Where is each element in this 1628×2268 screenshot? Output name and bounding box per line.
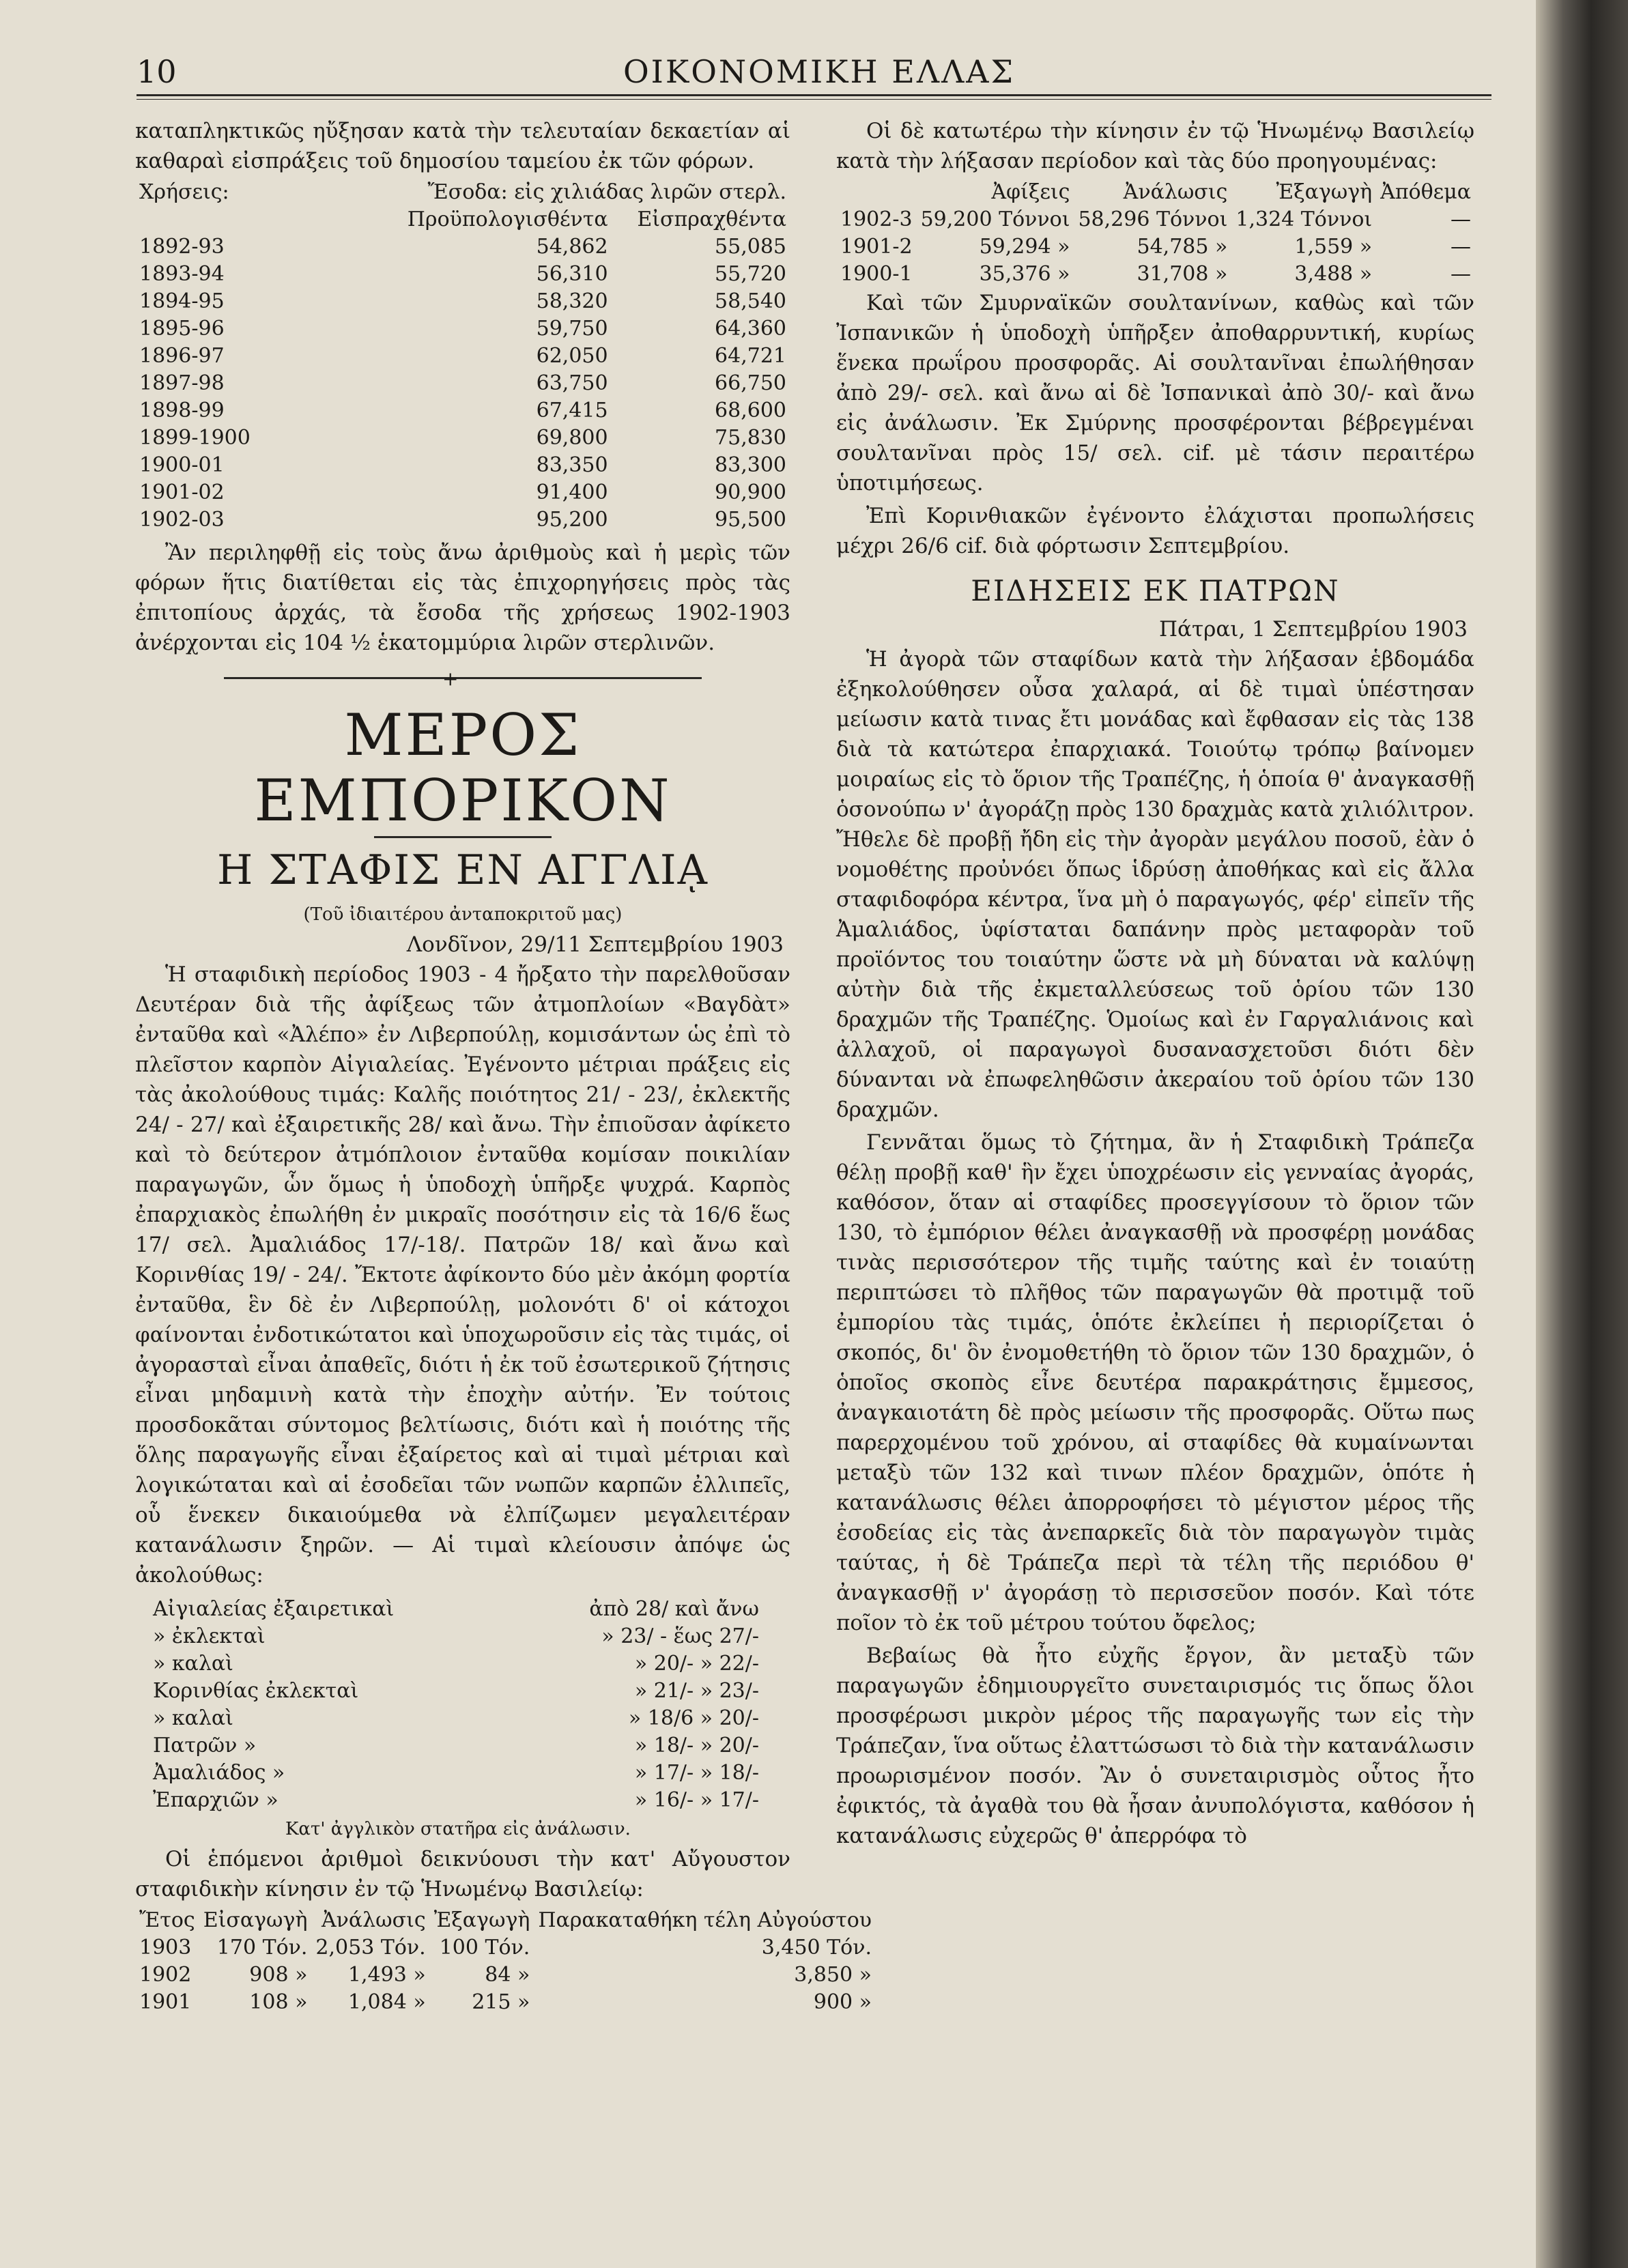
year-cell: 1893-94 [139,262,225,286]
section-underline [374,836,552,838]
collected-cell: 58,540 [715,289,786,313]
variety-cell: Αἰγιαλείας ἐξαιρετικαὶ [153,1597,395,1621]
price-table [149,1596,763,1814]
after-table-paragraph: Ἂν περιληφθῇ εἰς τοὺς ἄνω ἀριθμοὺς καὶ ἡ μερὶς τῶν φόρων ἥτις διατίθεται εἰς τὰς ἐπιχορηγήσεις πρὸς τὰς ἐπιτοπίους ἀρχάς, τὰ ἔσοδα τῆς χρήσεως 1902-1903 ἀνέρχονται εἰς 104 ½ ἑκατομμύρια λιρῶν στερλινῶν. [135,541,790,655]
column-header: Παρακαταθήκη τέλη Αὐγούστου [538,1908,872,1932]
table-cell: 59,200 Τόννοι [920,207,1070,231]
table-cell: 31,708 » [1137,262,1228,286]
section-divider [224,668,702,690]
section-title: ΜΕΡΟΣ ΕΜΠΟΡΙΚΟΝ [254,702,672,834]
budget-cell: 91,400 [536,480,608,504]
budget-cell: 62,050 [536,344,608,368]
budget-cell: 67,415 [536,399,608,422]
table-cell: 54,785 » [1137,235,1228,259]
table-cell: 59,294 » [979,235,1070,259]
table-row [135,397,790,425]
collected-cell: 90,900 [715,480,786,504]
right-body-2: Καὶ τῶν Σμυρναϊκῶν σουλτανίνων, καθὼς καὶ τῶν Ἰσπανικῶν ἡ ὑποδοχὴ ὑπῆρξεν ἀποθαρρυντική, κυρίως ἕνεκα πρωΐρου προσφορᾶς. Αἱ σουλτανῖναι ἐπωλήθησαν ἀπὸ 29/- σελ. καὶ ἄνω αἱ δὲ Ἰσπανικαὶ ἀπὸ 30/- καὶ ἄνω εἰς ἀνάλωσιν. Ἐκ Σμύρνης προσφέρονται βέβρεγμέναι σουλτανῖναι πρὸς 15/ σελ. cif. μὲ τάσιν περαιτέρω ὑποτιμήσεως. [836,291,1474,496]
price-range-cell: ἀπὸ 28/ καὶ ἄνω [589,1597,759,1621]
table-row [836,206,1475,233]
price-range-cell: » 17/- » 18/- [634,1761,759,1785]
year-cell: 1899-1900 [139,426,251,450]
budget-cell: 69,800 [536,426,608,450]
intro-paragraph: καταπληκτικῶς ηὔξησαν κατὰ τὴν τελευταίαν δεκαετίαν αἱ καθαραὶ εἰσπράξεις τοῦ δημοσίου ταμείου ἐκ τῶν φόρων. [135,119,790,173]
year-cell: 1902-03 [139,508,225,532]
collected-cell: 55,720 [715,262,786,286]
column-header: Ἀνάλωσις [1123,180,1228,204]
table-row [135,452,790,479]
table-cell: 1901-2 [840,235,913,259]
news-body-2: Γεννᾶται ὅμως τὸ ζήτημα, ἂν ἡ Σταφιδικὴ Τράπεζα θέλῃ προβῇ καθ' ἣν ἔχει ὑποχρέωσιν εἰς γενναίας ἀγοράς, καθόσον, ὅταν αἱ σταφίδες προσεγγίσουν τὸ ὅριον τῶν 130, τὸ ἐμπόριον θέλει ἀναγκασθῇ νὰ προσφέρῃ μονάδας τινὰς περισσότερον τῆς τιμῆς ταύτης καὶ ἐν τοιαύτῃ περιπτώσει τὸ πλῆθος τῶν παραγωγῶν θὰ προτιμᾷ τοῦ ἐμπορίου τὰς τιμάς, ὁπότε ἐκλείπει ἡ περιορίζεται ὁ σκοπός, δι' ὃν ἐνομοθετήθη τὸ ὅριον τῶν 130 δραχμῶν, ὁ ὁποῖος σκοπὸς εἶνε δευτέρα παρακράτησις ἔμμεσος, ἀναγκαιοτάτη δὲ πρὸς μείωσιν τῆς προσφορᾶς. Οὕτω πως παρερχομένου τοῦ χρόνου, αἱ σταφίδες θὰ κυμαίνωνται μεταξὺ τῶν 132 καὶ τινων πλέον δραχμῶν, ὁπότε ἡ κατανάλωσις θέλει ἀπορροφήσει τὸ μέγιστον μέρος τῆς ἐσοδείας εἰς τὰς ἀνεπαρκεῖς διὰ τὸν παραγωγὸν τιμὰς ταύτας, ἡ δὲ Τράπεζα περὶ τὰ τέλη τῆς περιόδου θ' ἀναγκασθῇ ν' ἀγοράσῃ τὸ περισσεῦον ποσόν. Καὶ τότε ποῖον τὸ ἐκ τοῦ μέτρου τούτου ὄφελος; [836,1130,1474,1635]
budget-cell: 59,750 [536,317,608,341]
table-row [135,1934,876,1962]
price-range-cell: » 20/- » 22/- [634,1652,759,1676]
year-cell: 1898-99 [139,399,225,422]
variety-cell: Πατρῶν » [153,1734,257,1757]
table-cell: 2,053 Τόν. [315,1936,426,1960]
column-header: Ἐξαγωγὴ [1276,180,1373,204]
table-cell: 58,296 Τόννοι [1078,207,1228,231]
year-cell: 1895-96 [139,317,225,341]
variety-cell: » καλαὶ [153,1652,233,1676]
table-row [135,315,790,343]
price-note: Κατ' ἀγγλικὸν στατῆρα εἰς ἀνάλωσιν. [285,1819,631,1839]
table-cell: 1,084 » [347,1990,426,2014]
article-body-1: Ἡ σταφιδικὴ περίοδος 1903 - 4 ἤρξατο τὴν παρελθοῦσαν Δευτέραν διὰ τῆς ἀφίξεως τῶν ἀτμοπλοίων «Βαγδὰτ» ἐνταῦθα καὶ «Ἀλέπο» ἐν Λιβερπούλῃ, κομισάντων ὡς ἐπὶ τὸ πλεῖστον καρπὸν Αἰγιαλείας. Ἐγένοντο μέτριαι πράξεις εἰς τὰς ἀκολούθους τιμάς: Καλῆς ποιότητος 21/ - 23/, ἐκλεκτῆς 24/ - 27/ καὶ ἐξαιρετικῆς 28/ καὶ ἄνω. Τὴν ἐπιοῦσαν ἀφίκετο καὶ τὸ δεύτερον ἀτμόπλοιον ἐνταῦθα κομίσαν ποικιλίαν παραγωγῶν, ὧν ὅμως ἡ ὑποδοχὴ ὑπῆρξε ψυχρά. Καρπὸς ἐπαρχιακὸς ἐπωλήθη ἐν μικραῖς ποσότησιν εἰς τὰ 16/6 ἕως 17/ σελ. Ἀμαλιάδος 17/-18/. Πατρῶν 18/ καὶ ἄνω καὶ Κορινθίας 19/ - 24/. Ἔκτοτε ἀφίκοντο δύο μὲν ἀκόμη φορτία ἐνταῦθα, ἓν δὲ ἐν Λιβερπούλῃ, μολονότι δ' οἱ κάτοχοι φαίνονται ἐνδοτικώτατοι καὶ ὑποχωροῦσιν εἰς τὰς τιμάς, οἱ ἀγορασταὶ εἶναι ἀπαθεῖς, διότι ἡ ἐκ τοῦ ἐσωτερικοῦ ζήτησις εἶναι μηδαμινὴ κατὰ τὴν ἐποχὴν αὐτήν. Ἐν τούτοις προσδοκᾶται σύντομος βελτίωσις, διότι καὶ ἡ ποιότης τῆς ὅλης παραγωγῆς εἶναι ἐξαίρετος καὶ αἱ τιμαὶ μέτριαι καὶ λογικώταται καὶ αἱ ἐσοδεῖαι τῶν νωπῶν καρπῶν ἐλλιπεῖς, οὗ ἕνεκεν δικαιούμεθα νὰ ἐλπίζωμεν μεγαλειτέραν κατανάλωσιν ξηρῶν. — Αἱ τιμαὶ κλείουσιν ἀπόψε ὡς ἀκολούθως: [135,962,790,1588]
table-row [149,1760,763,1787]
table-row [135,288,790,315]
article-title: Η ΣΤΑΦΙΣ ΕΝ ΑΓΓΛΙᾼ [217,846,709,894]
year-cell: 1892-93 [139,235,225,259]
table-row [149,1650,763,1678]
table-row [135,370,790,397]
right-body-3: Ἐπὶ Κορινθιακῶν ἐγένοντο ἐλάχισται προπωλήσεις μέχρι 26/6 cif. διὰ φόρτωσιν Σεπτεμβρίου. [836,504,1474,558]
table-row [836,261,1475,288]
table-row [135,479,790,506]
table-row [149,1596,763,1623]
variety-cell: Κορινθίας ἐκλεκταὶ [153,1679,359,1703]
collected-cell: 68,600 [715,399,786,422]
table-cell: 1902 [139,1963,192,1987]
table-cell: — [1450,262,1471,286]
budget-header: Προϋπολογισθέντα [407,207,608,231]
collected-cell: 66,750 [715,371,786,395]
column-header: Ἀνάλωσις [322,1908,426,1932]
news-body-1: Ἡ ἀγορὰ τῶν σταφίδων κατὰ τὴν λήξασαν ἑβδομάδα ἐξηκολούθησεν οὖσα χαλαρά, αἱ δὲ τιμαὶ ὑπέστησαν μείωσιν κατὰ τινας ἔτι μονάδας καὶ ἔφθασαν εἰς τὰς 138 διὰ τὰ κατώτερα ἐπαρχιακά. Τοιούτῳ τρόπῳ βαίνομεν μοιραίως εἰς τὸ ὅριον τῆς Τραπέζης, ἡ ὁποία θ' ἀναγκασθῇ ὁσονούπω ν' ἀγοράζῃ πρὸς 130 δραχμὰς κατὰ χιλιόλιτρον. Ἤθελε δὲ προβῇ ἤδη εἰς τὴν ἀγορὰν μεγάλου ποσοῦ, ἐὰν ὁ νομοθέτης προὐνόει ὅπως ἱδρύσῃ ἀποθήκας καὶ εἰς ἄλλα σταφιδοφόρα κέντρα, ἵνα μὴ ὁ παραγωγός, φέρ' εἰπεῖν τῆς Ἀμαλιάδος, ὑφίσταται δαπάνην πρὸς μεταφορὰν τοῦ προϊόντος του τοιαύτην ὥστε νὰ μὴ δύναται νὰ καλύψῃ αὐτὴν διὰ τῆς ἐκμεταλλεύσεως τοῦ ὁρίου τῶν 130 δραχμῶν τῆς Τραπέζης. Ὁμοίως καὶ ἐν Γαργαλιάνοις καὶ ἀλλαχοῦ, οἱ παραγωγοὶ δυσανασχετοῦσι διότι δὲν δύνανται νὰ ἐπωφεληθῶσιν ἀκεραίου τοῦ ὁρίου τῶν 130 δραχμῶν. [836,647,1474,1122]
table-cell: 100 Τόν. [439,1936,530,1960]
years-label: Χρήσεις: [139,180,229,204]
table-row [149,1678,763,1705]
table-cell: 1903 [139,1936,192,1960]
page-number: 10 [137,53,177,90]
collected-cell: 55,085 [715,235,786,259]
left-column [135,116,872,2016]
table-cell: 908 » [249,1963,308,1987]
price-range-cell: » 18/- » 20/- [634,1734,759,1757]
year-cell: 1894-95 [139,289,225,313]
table-cell: 170 Τόν. [216,1936,308,1960]
collected-cell: 95,500 [715,508,786,532]
budget-cell: 58,320 [536,289,608,313]
table-cell: 1901 [139,1990,192,2014]
table-row [836,233,1475,261]
year-cell: 1901-02 [139,480,225,504]
table-cell: 215 » [472,1990,530,2014]
year-cell: 1900-01 [139,453,225,477]
header-rule [137,94,1491,96]
collected-cell: 64,360 [715,317,786,341]
table-cell: 3,488 » [1294,262,1373,286]
column-header: Ἀπόθεμα [1380,180,1471,204]
table-cell: 1,324 Τόννοι [1236,207,1373,231]
table-cell: 108 » [249,1990,308,2014]
price-range-cell: » 23/ - ἕως 27/- [601,1624,759,1648]
article-dateline: Λονδῖνον, 29/11 Σεπτεμβρίου 1903 [406,932,784,957]
table-cell: 3,450 Τόν. [761,1936,872,1960]
table-cell: 1,493 » [347,1963,426,1987]
table-row [135,233,790,261]
variety-cell: » ἐκλεκταὶ [153,1624,266,1648]
year-cell: 1896-97 [139,344,225,368]
column-header: Εἰσαγωγὴ [203,1908,308,1932]
price-range-cell: » 16/- » 17/- [634,1788,759,1812]
table-row [149,1732,763,1760]
variety-cell: Ἀμαλιάδος » [153,1761,285,1785]
table-cell: 1900-1 [840,262,913,286]
collected-cell: 83,300 [715,453,786,477]
table-row [135,1962,876,1989]
page-edge-shadow [1536,0,1628,2268]
table-row [135,425,790,452]
table-cell: 35,376 » [979,262,1070,286]
budget-cell: 56,310 [536,262,608,286]
table-row [149,1623,763,1650]
collected-cell: 75,830 [715,426,786,450]
column-header: Ἔτος [139,1908,195,1932]
right-body-1: Οἱ δὲ κατωτέρω τὴν κίνησιν ἐν τῷ Ἡνωμένῳ Βασιλείῳ κατὰ τὴν λήξασαν περίοδον καὶ τὰς δύο προηγουμένας: [836,119,1474,173]
news-dateline: Πάτραι, 1 Σεπτεμβρίου 1903 [1159,617,1468,642]
period-table [836,179,1475,288]
divider-glyph: + [442,668,459,690]
table-cell: — [1450,207,1471,231]
table-cell: 1,559 » [1294,235,1373,259]
variety-cell: » καλαὶ [153,1706,233,1730]
byline: (Τοῦ ἰδιαιτέρου ἀνταποκριτοῦ μας) [303,904,623,925]
journal-title: ΟΙΚΟΝΟΜΙΚΗ ΕΛΛΑΣ [623,53,1016,90]
table-row [135,506,790,534]
budget-cell: 54,862 [536,235,608,259]
table-row [135,261,790,288]
table-cell: 3,850 » [794,1963,872,1987]
collected-cell: 64,721 [715,344,786,368]
budget-cell: 63,750 [536,371,608,395]
column-header: Ἐξαγωγὴ [433,1908,530,1932]
income-label: Ἔσοδα: εἰς χιλιάδας λιρῶν στερλ. [427,180,786,204]
news-title: ΕΙΔΗΣΕΙΣ ΕΚ ΠΑΤΡΩΝ [971,574,1340,607]
right-column [836,116,1474,1854]
collected-header: Εἰσπραχθέντα [637,207,786,231]
table-row [149,1705,763,1732]
period-header-row [836,179,1475,206]
table-cell: 84 » [485,1963,530,1987]
column-header [836,179,917,206]
variety-cell: Ἐπαρχιῶν » [153,1788,279,1812]
table-cell: 1902-3 [840,207,913,231]
table-cell: 900 » [813,1990,872,2014]
table-row [135,1989,876,2016]
price-range-cell: » 21/- » 23/- [634,1679,759,1703]
budget-cell: 83,350 [536,453,608,477]
year-cell: 1897-98 [139,371,225,395]
revenue-table [135,179,790,534]
august-table [135,1907,876,2016]
table-cell: — [1450,235,1471,259]
budget-cell: 95,200 [536,508,608,532]
article-body-2: Οἱ ἑπόμενοι ἀριθμοὶ δεικνύουσι τὴν κατ' Αὔγουστον σταφιδικὴν κίνησιν ἐν τῷ Ἡνωμένῳ Βασιλείῳ: [135,1847,790,1901]
header-rule-thin [137,99,1491,100]
august-header-row [135,1907,876,1934]
column-header: Ἀφίξεις [991,180,1070,204]
price-range-cell: » 18/6 » 20/- [628,1706,759,1730]
table-row [149,1787,763,1814]
table-row [135,343,790,370]
news-body-3: Βεβαίως θὰ ἦτο εὐχῆς ἔργον, ἂν μεταξὺ τῶν παραγωγῶν ἐδημιουργεῖτο συνεταιρισμός τις ὅπως ὅλοι προσφέρωσι μικρὸν μέρος τῆς παραγωγῆς των εἰς τὴν Τράπεζαν, ἵνα οὕτως ἐλαττώσωσι τὸ διὰ τὴν κατανάλωσιν προωρισμένον ποσόν. Ἂν ὁ συνεταιρισμὸς οὗτος ἦτο ἐφικτός, τὰ ἀγαθὰ του θὰ ἦσαν ἀνυπολόγιστα, καθόσον ἡ κατανάλωσις εὐχερῶς θ' ἀπερρόφα τὸ [836,1643,1474,1848]
